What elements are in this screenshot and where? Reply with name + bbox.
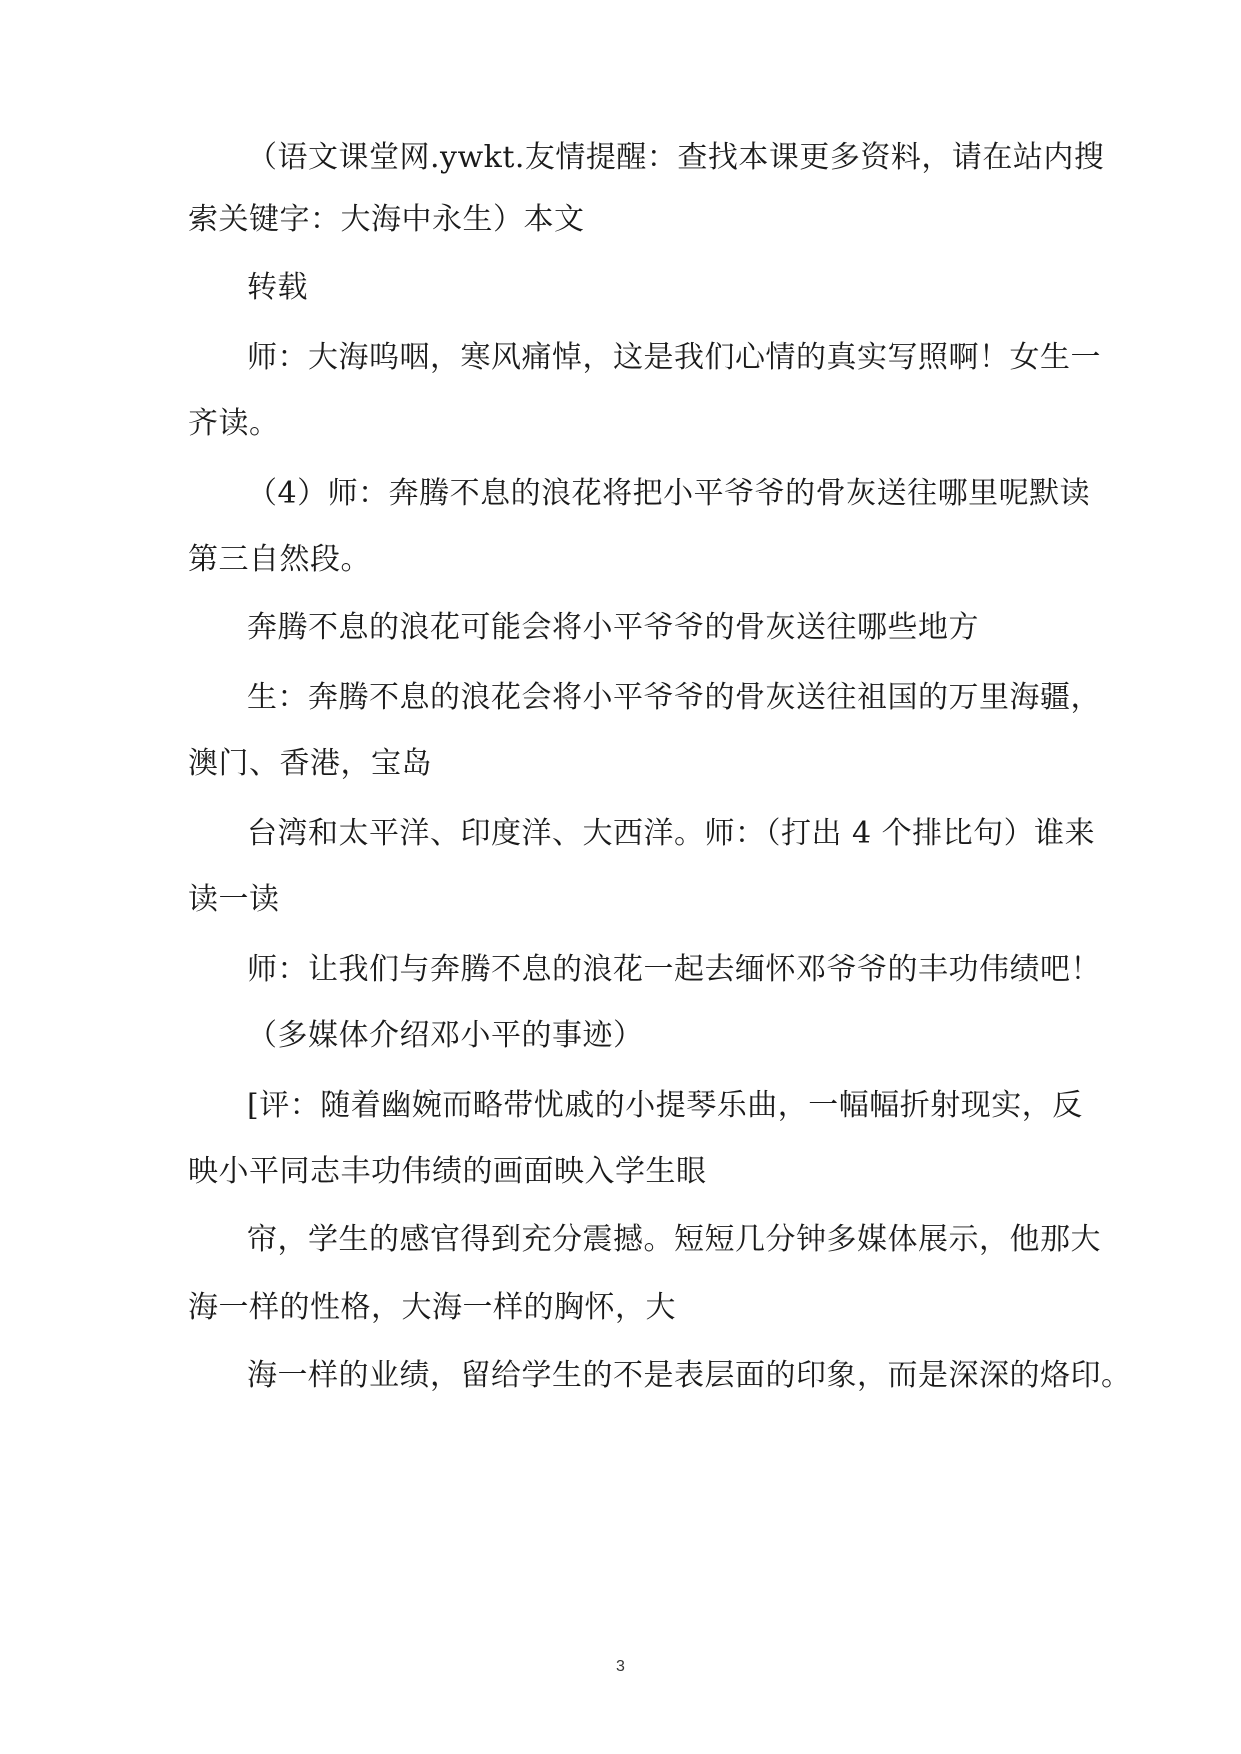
page-number: 3 — [616, 1658, 625, 1675]
text-line: 转载 — [247, 270, 308, 305]
text-line: 映小平同志丰功伟绩的画面映入学生眼 — [188, 1154, 707, 1189]
text-line: 台湾和太平洋、印度洋、大西洋。师：（打出 4 个排比句）谁来 — [247, 816, 1096, 851]
text-line: 奔腾不息的浪花可能会将小平爷爷的骨灰送往哪些地方 — [247, 610, 979, 645]
text-line: [评：随着幽婉而略带忧戚的小提琴乐曲，一幅幅折射现实，反 — [247, 1088, 1083, 1123]
text-line: 第三自然段。 — [188, 542, 371, 577]
text-line: 澳门、香港，宝岛 — [188, 746, 432, 781]
text-line: 海一样的业绩，留给学生的不是表层面的印象，而是深深的烙印。 — [247, 1358, 1132, 1393]
text-line: 索关键字：大海中永生）本文 — [188, 202, 585, 237]
text-line: 生：奔腾不息的浪花会将小平爷爷的骨灰送往祖国的万里海疆， — [247, 680, 1101, 715]
text-line: 海一样的性格，大海一样的胸怀，大 — [188, 1290, 676, 1325]
text-line: 齐读。 — [188, 406, 280, 441]
text-line: （多媒体介绍邓小平的事迹） — [247, 1018, 644, 1053]
text-line: 读一读 — [188, 882, 280, 917]
text-line: 师：大海呜咽，寒风痛悼，这是我们心情的真实写照啊！女生一 — [247, 340, 1101, 375]
text-line: 帘，学生的感官得到充分震撼。短短几分钟多媒体展示，他那大 — [247, 1222, 1101, 1257]
text-line: （语文课堂网.ywkt.友情提醒：查找本课更多资料，请在站内搜 — [247, 140, 1105, 175]
text-line: 师：让我们与奔腾不息的浪花一起去缅怀邓爷爷的丰功伟绩吧！ — [247, 952, 1101, 987]
text-line: （4）师：奔腾不息的浪花将把小平爷爷的骨灰送往哪里呢默读 — [247, 476, 1091, 511]
